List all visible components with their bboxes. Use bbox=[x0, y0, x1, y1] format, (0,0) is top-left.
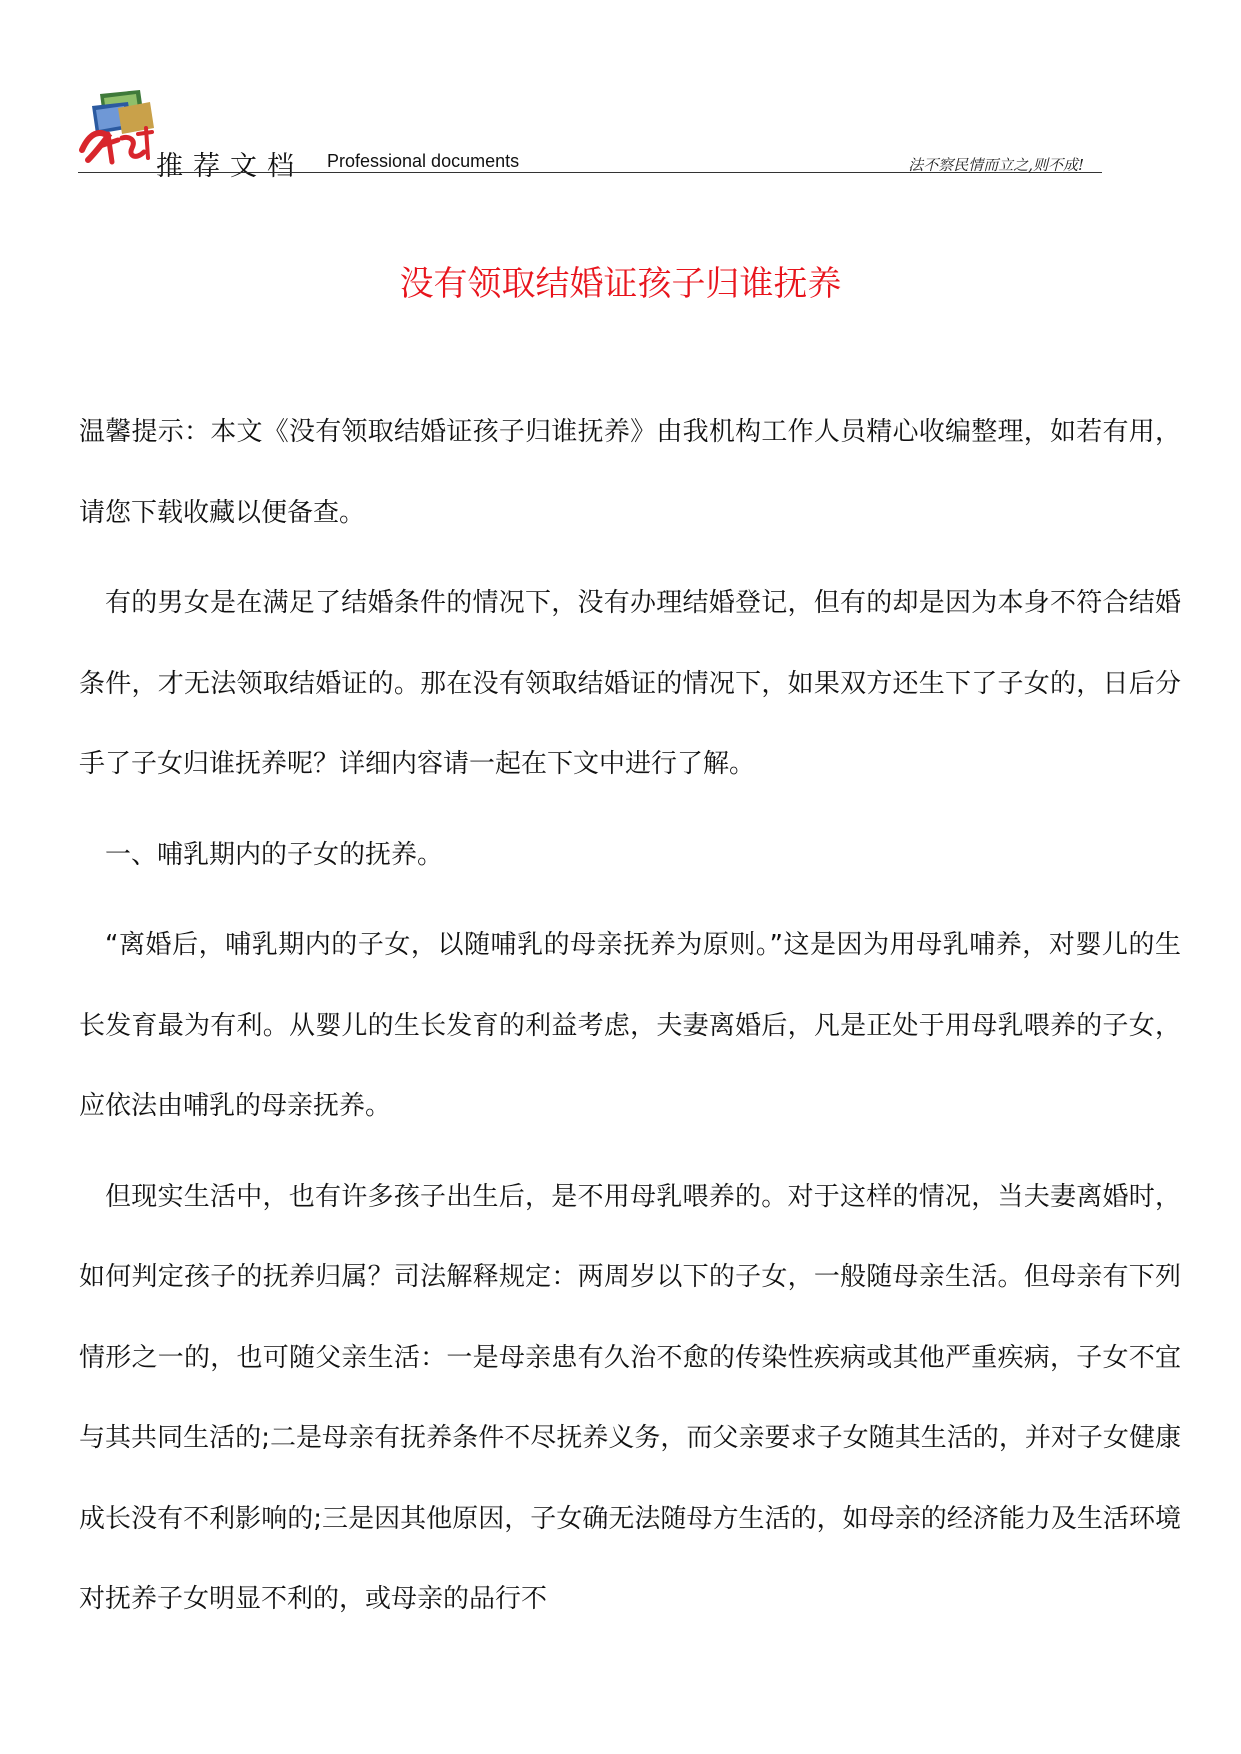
header-title: 推荐文档 bbox=[156, 151, 304, 182]
section-heading: 一、哺乳期内的子女的抚养。 bbox=[105, 839, 444, 870]
header-motto: 法不察民情而立之,则不成! bbox=[908, 156, 1084, 174]
paragraph-tip: 温馨提示：本文《没有领取结婚证孩子归谁抚养》由我机构工作人员精心收编整理，如若有用，请您下载收藏以便备查。 bbox=[79, 417, 1181, 528]
paragraph-judicial-rules: 但现实生活中，也有许多孩子出生后，是不用母乳喂养的。对于这样的情况，当夫妻离婚时，如何判定孩子的抚养归属？司法解释规定：两周岁以下的子女，一般随母亲生活。但母亲有下列情形之一的，也可随父亲生活：一是母亲患有久治不愈的传染性疾病或其他严重疾病，子女不宜与其共同生活的;二是母亲有抚养条件不尽抚养义务，而父亲要求子女随其生活的，并对子女健康成长没有不利影响的;三是因其他原因，子女确无法随母方生活的，如母亲的经济能力及生活环境对抚养子女明显不利的，或母亲的品行不 bbox=[79, 1181, 1181, 1614]
document-body bbox=[79, 392, 1181, 1650]
document-title: 没有领取结婚证孩子归谁抚养 bbox=[399, 264, 842, 304]
header-subtitle: Professional documents bbox=[327, 151, 520, 171]
page-header bbox=[78, 88, 1102, 182]
paragraph-intro: 有的男女是在满足了结婚条件的情况下，没有办理结婚登记，但有的却是因为本身不符合结婚条件，才无法领取结婚证的。那在没有领取结婚证的情况下，如果双方还生下了子女的，日后分手了子女归谁抚养呢？详细内容请一起在下文中进行了解。 bbox=[79, 588, 1181, 779]
header-divider bbox=[78, 172, 1102, 173]
paragraph-breastfeeding: “离婚后，哺乳期内的子女，以随哺乳的母亲抚养为原则。”这是因为用母乳哺养，对婴儿的生长发育最为有利。从婴儿的生长发育的利益考虑，夫妻离婚后，凡是正处于用母乳喂养的子女，应依法由哺乳的母亲抚养。 bbox=[79, 930, 1181, 1121]
logo-book-icon bbox=[78, 88, 158, 170]
